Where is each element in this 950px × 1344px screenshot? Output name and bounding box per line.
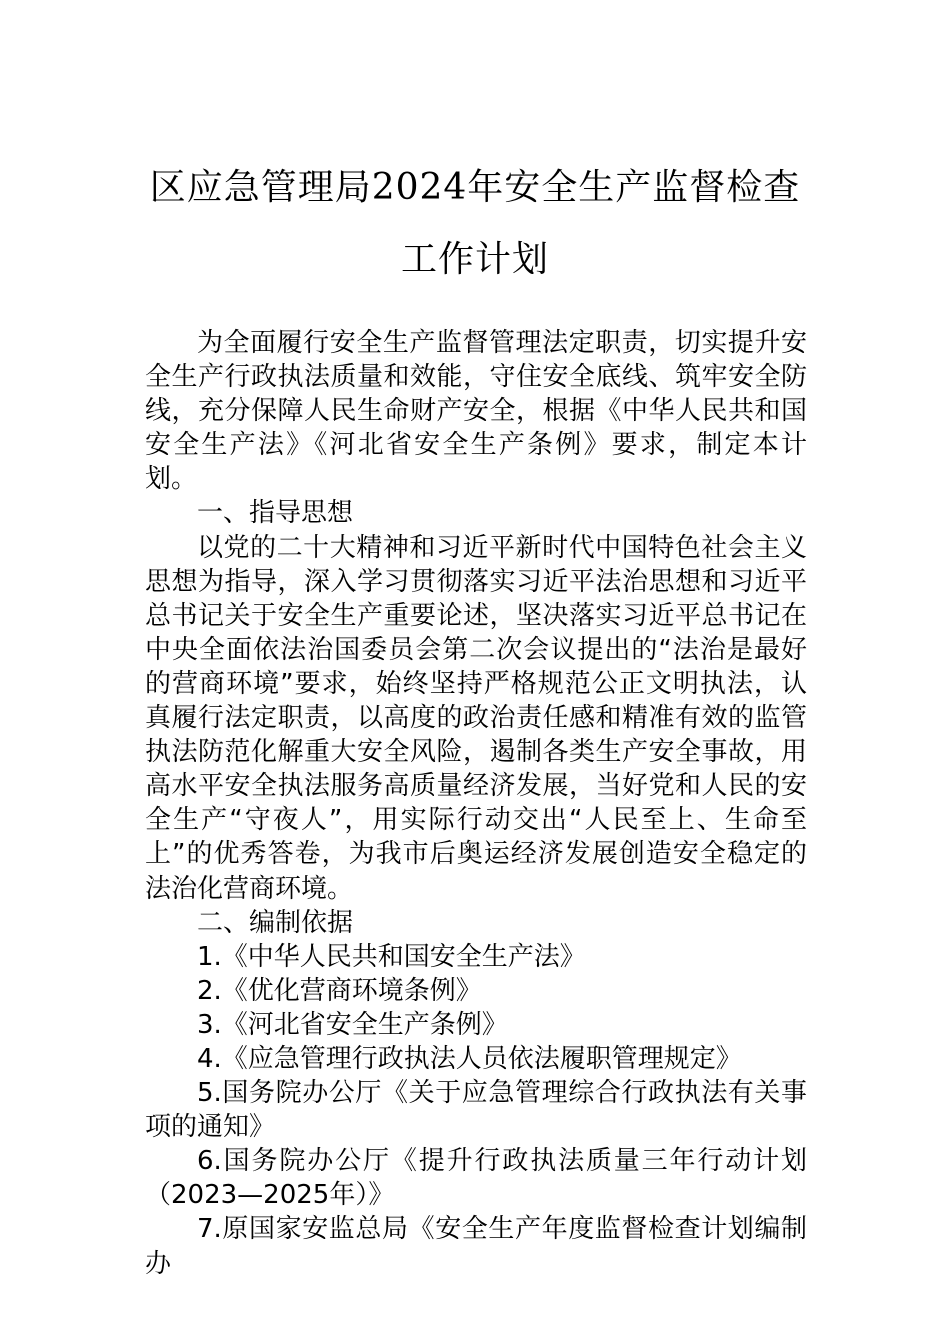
basis-item: 1.《中华人民共和国安全生产法》	[197, 941, 586, 972]
guiding-ideology-paragraph: 以党的二十大精神和习近平新时代中国特色社会主义思想为指导，深入学习贯彻落实习近平法治思想和习近平总书记关于安全生产重要论述，坚决落实习近平总书记在中央全面依法治国委员会第二次会议提出的“法治是最好的营商环境”要求，始终坚持严格规范公正文明执法，认真履行法定职责，以高度的政治责任感和精准有效的监管执法防范化解重大安全风险，遏制各类生产安全事故，用高水平安全执法服务高质量经济发展，当好党和人民的安全生产“守夜人”，用实际行动交出“人民至上、生命至上”的优秀答卷，为我市后奥运经济发展创造安全稳定的法治化营商环境。	[145, 532, 807, 904]
basis-item: 2.《优化营商环境条例》	[197, 975, 482, 1006]
basis-item: 7.原国家安监总局《安全生产年度监督检查计划编制办	[145, 1214, 807, 1279]
basis-item: 4.《应急管理行政执法人员依法履职管理规定》	[197, 1043, 742, 1074]
document-title: 区应急管理局2024年安全生产监督检查工作计划	[149, 167, 801, 280]
section-heading-basis: 二、编制依据	[197, 907, 354, 938]
basis-item: 6.国务院办公厅《提升行政执法质量三年行动计划（2023—2025年）》	[145, 1146, 807, 1211]
section-heading-guiding-ideology: 一、指导思想	[197, 498, 354, 529]
basis-item: 3.《河北省安全生产条例》	[197, 1009, 508, 1040]
intro-paragraph: 为全面履行安全生产监督管理法定职责，切实提升安全生产行政执法质量和效能，守住安全底线、筑牢安全防线，充分保障人民生命财产安全，根据《中华人民共和国安全生产法》《河北省安全生产条例》要求，制定本计划。	[145, 328, 807, 495]
basis-item: 5.国务院办公厅《关于应急管理综合行政执法有关事项的通知》	[145, 1078, 807, 1143]
document-body	[145, 326, 807, 1281]
